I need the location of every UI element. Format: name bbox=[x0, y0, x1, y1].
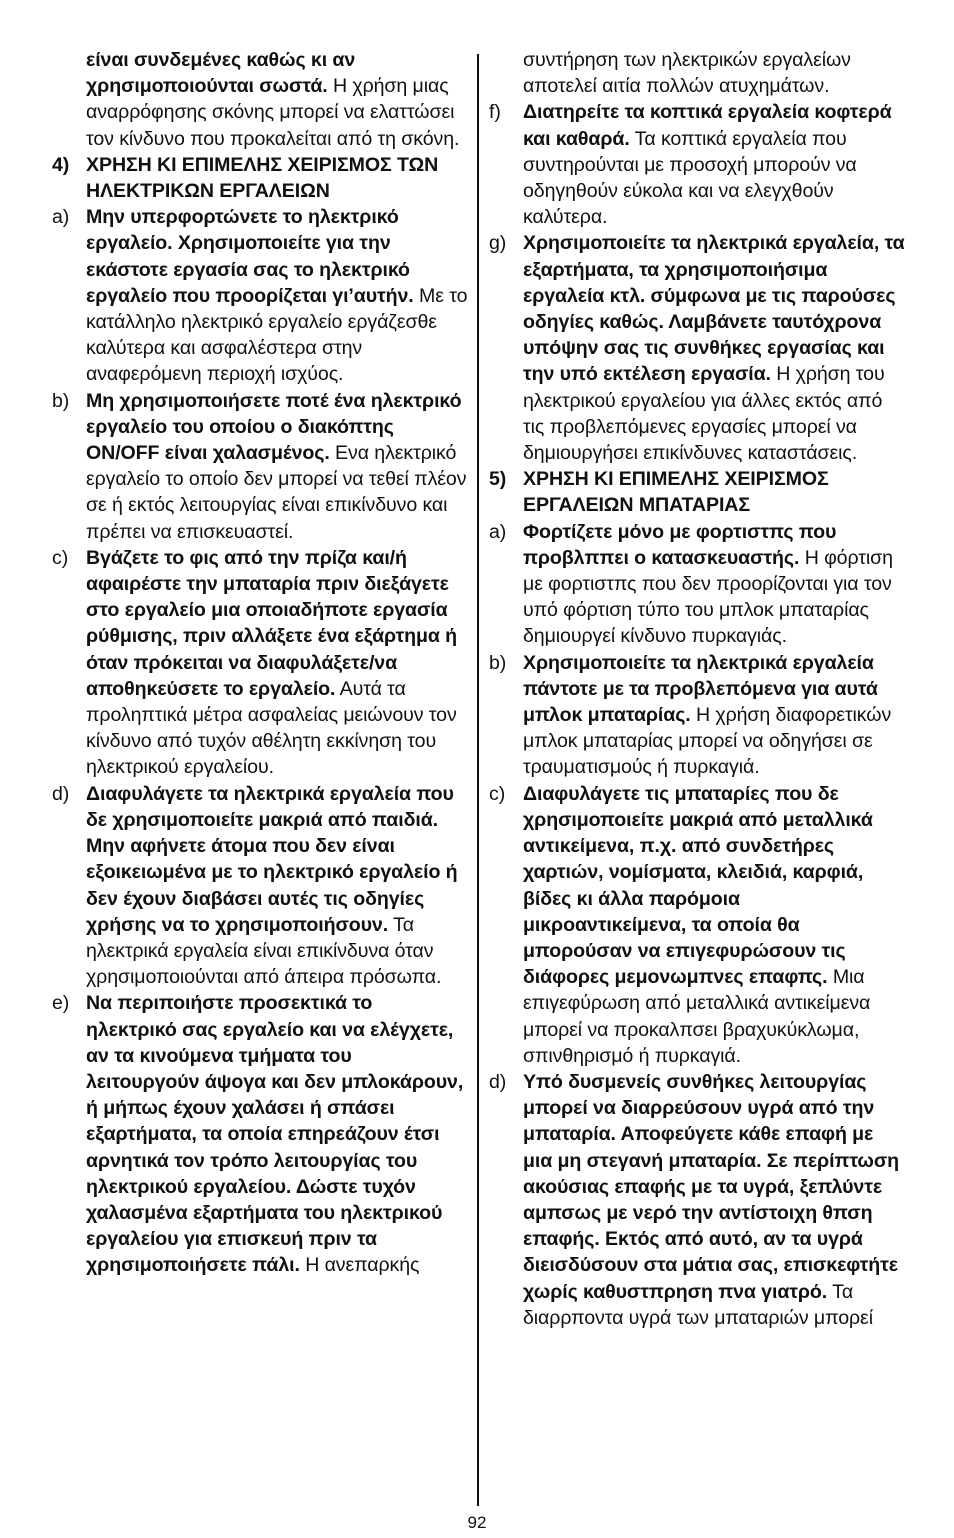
emphasis-text: Χρησιμοποιείτε τα ηλεκτρικά εργαλεία, τα εξαρτήματα, τα χρησιμοποιήσιμα εργαλεία κτλ. σύμφωνα με τις παρούσες οδηγίες καθώς. Λαμβάνετε ταυτόχρονα υπόψην σας τις συνθήκες εργασίας και την υπό εκτέλεση εργασία. bbox=[523, 232, 905, 386]
body-text: Τα διαρρποντα υγρά των μπαταριών μπορεί bbox=[523, 1280, 873, 1329]
list-item-4e bbox=[52, 990, 468, 1278]
body-text: Αυτά τα προληπτικά μέτρα ασφαλείας μειώνουν τον κίνδυνο από τυχόν αθέλητη εκκίνηση του ηλεκτρικού εργαλείου. bbox=[86, 677, 457, 779]
section-number: 5) bbox=[489, 468, 507, 491]
list-item-5c bbox=[489, 781, 907, 1069]
list-item-label: g) bbox=[489, 232, 507, 255]
emphasis-text: Διαφυλάγετε τις μπαταρίες που δε χρησιμοποιείτε μακριά από μεταλλικά αντικείμενα, π.χ. από συνδετήρες χαρτιών, νομίσματα, κλειδιά, καρφιά, βίδες κι άλλα παρόμοια μικροαντικείμενα, τα οποία θα μπορούσαν να επιγεφυρώσουν τις διάφορες μεμονωμπνες επαφπς. bbox=[523, 782, 873, 989]
list-item-label: c) bbox=[52, 546, 69, 569]
emphasis-text: Χρησιμοποιείτε τα ηλεκτρικά εργαλεία πάντοτε με τα προβλεπόμενα για αυτά μπλοκ μπαταρίας. bbox=[523, 651, 878, 727]
right-continuation-paragraph bbox=[489, 47, 907, 99]
section-5-heading bbox=[489, 466, 907, 518]
body-text: Η χρήση του ηλεκτρικού εργαλείου για άλλες εκτός από τις προβλεπόμενες εργασίες μπορεί να δημιουργήσει επικίνδυνες καταστάσεις. bbox=[523, 363, 885, 465]
list-item-4g bbox=[489, 230, 907, 466]
list-item-label: b) bbox=[52, 389, 70, 412]
body-text: Η ανεπαρκής bbox=[299, 1254, 420, 1277]
emphasis-text: Μην υπερφορτώνετε το ηλεκτρικό εργαλείο. Χρησιμοποιείτε για την εκάστοτε εργασία σας το ηλεκτρικό εργαλείο που προορίζεται γι’αυτήν. bbox=[86, 206, 414, 307]
list-item-4c bbox=[52, 545, 468, 781]
section-title: ΧΡΗΣΗ ΚΙ ΕΠΙΜΕΛΗΣ ΧΕΙΡΙΣΜΟΣ ΕΡΓΑΛΕΙΩΝ ΜΠΑΤΑΡΙΑΣ bbox=[523, 468, 829, 517]
list-item-label: c) bbox=[489, 782, 506, 805]
list-item-label: a) bbox=[489, 520, 507, 543]
emphasis-text: Υπό δυσμενείς συνθήκες λειτουργίας μπορεί να διαρρεύσουν υγρά από την μπαταρία. Αποφεύγετε κάθε επαφή με μια μη στεγανή μπαταρία. Σε περίπτωση ακούσιας επαφής με τα υγρά, ξεπλύντε αμπσως με νερό την αντίστοιχη θπση επαφής. Εκτός από αυτό, αν τα υγρά διεισδύσουν στα μάτια σας, επισκεφτήτε χωρίς καθυστπρηση πνα γιατρό. bbox=[523, 1070, 900, 1303]
body-text: Τα ηλεκτρικά εργαλεία είναι επικίνδυνα όταν χρησιμοποιούνται από άπειρα πρόσωπα. bbox=[86, 913, 442, 989]
list-item-4a bbox=[52, 204, 468, 387]
right-column bbox=[489, 47, 907, 1331]
emphasis-text: Μη χρησιμοποιήσετε ποτέ ένα ηλεκτρικό εργαλείο του οποίου ο διακόπτης ON/OFF είναι χαλασμένος. bbox=[86, 389, 462, 465]
list-item-label: b) bbox=[489, 651, 507, 674]
body-text: Μια επιγεφύρωση από μεταλλικά αντικείμενα μπορεί να προκαλπσει βραχυκύκλωμα, σπινθηρισμό ή πυρκαγιά. bbox=[523, 966, 871, 1067]
emphasis-text: Να περιποιήστε προσεκτικά το ηλεκτρικό σας εργαλείο και να ελέγχετε, αν τα κινούμενα τμήματα του λειτουργούν άψογα και δεν μπλοκάρουν, ή μήπως έχουν χαλάσει ή σπάσει εξαρτήματα, τα οποία επηρεάζουν έτσι αρνητικά τον τρόπο λειτουργίας του ηλεκτρικού εργαλείου. Δώστε τυχόν χαλασμένα εξαρτήματα του ηλεκτρικού εργαλείου για επισκευή πριν τα χρησιμοποιήσετε πάλι. bbox=[86, 992, 464, 1277]
column-divider bbox=[477, 54, 479, 1506]
body-text: Η χρήση μιας αναρρόφησης σκόνης μπορεί να ελαττώσει τον κίνδυνο που προκαλείται από τη σκόνη. bbox=[86, 75, 460, 150]
section-title: ΧΡΗΣΗ ΚΙ ΕΠΙΜΕΛΗΣ ΧΕΙΡΙΣΜΟΣ ΤΩΝ ΗΛΕΚΤΡΙΚΩΝ ΕΡΓΑΛΕΙΩΝ bbox=[86, 153, 439, 203]
list-item-label: d) bbox=[52, 782, 70, 805]
body-text: Με το κατάλληλο ηλεκτρικό εργαλείο εργάζεσθε καλύτερα και ασφαλέστερα στην αναφερόμενη περιοχή ισχύος. bbox=[86, 284, 468, 386]
body-text: Η χρήση διαφορετικών μπλοκ μπαταρίας μπορεί να οδηγήσει σε τραυματισμούς ή πυρκαγιά. bbox=[523, 704, 892, 779]
emphasis-text: Διαφυλάγετε τα ηλεκτρικά εργαλεία που δε χρησιμοποιείτε μακριά από παιδιά. Μην αφήνετε άτομα που δεν είναι εξοικειωμένα με το ηλεκτρικό εργαλείο ή δεν έχουν διαβάσει αυτές τις οδηγίες χρήσης να το χρησιμοποιήσουν. bbox=[86, 782, 458, 936]
body-text: Η φόρτιση με φορτιστπς που δεν προορίζονται για τον υπό φόρτιση τύπο του μπλοκ μπαταρίας δημιουργεί κίνδυνο πυρκαγιάς. bbox=[523, 546, 893, 648]
list-item-4b bbox=[52, 388, 468, 545]
list-item-4f bbox=[489, 99, 907, 230]
section-4-heading bbox=[52, 152, 468, 204]
emphasis-text: Βγάζετε το φις από την πρίζα και/ή αφαιρέστε την μπαταρία πριν διεξάγετε στο εργαλείο μια οποιαδήποτε εργασία ρύθμισης, πριν αλλάξετε ένα εξάρτημα ή όταν πρόκειται να διαφυλάξετε/να αποθηκεύσετε το εργαλείο. bbox=[86, 546, 458, 700]
page-number: 92 bbox=[467, 1513, 487, 1532]
list-item-5a bbox=[489, 519, 907, 650]
emphasis-text: Διατηρείτε τα κοπτικά εργαλεία κοφτερά και καθαρά. bbox=[523, 101, 892, 150]
left-continuation-paragraph bbox=[52, 47, 468, 152]
section-number: 4) bbox=[52, 153, 70, 176]
list-item-5d bbox=[489, 1069, 907, 1331]
emphasis-text: είναι συνδεμένες καθώς κι αν χρησιμοποιούνται σωστά. bbox=[86, 49, 356, 98]
body-text: Ενα ηλεκτρικό εργαλείο το οποίο δεν μπορεί να τεθεί πλέον σε ή εκτός λειτουργίας είναι επικίνδυνο και πρέπει να επισκευαστεί. bbox=[86, 442, 467, 543]
list-item-5b bbox=[489, 650, 907, 781]
left-column bbox=[52, 47, 468, 1279]
body-text: συντήρηση των ηλεκτρικών εργαλείων αποτελεί αιτία πολλών ατυχημάτων. bbox=[523, 49, 851, 98]
body-text: Τα κοπτικά εργαλεία που συντηρούνται με προσοχή μπορούν να οδηγηθούν εύκολα και να ελεγχθούν καλύτερα. bbox=[523, 127, 857, 229]
emphasis-text: Φορτίζετε μόνο με φορτιστπς που προβλππει ο κατασκευαστής. bbox=[523, 520, 837, 569]
list-item-4d bbox=[52, 781, 468, 991]
list-item-label: d) bbox=[489, 1070, 507, 1093]
list-item-label: e) bbox=[52, 992, 70, 1015]
list-item-label: a) bbox=[52, 206, 70, 229]
list-item-label: f) bbox=[489, 101, 501, 124]
